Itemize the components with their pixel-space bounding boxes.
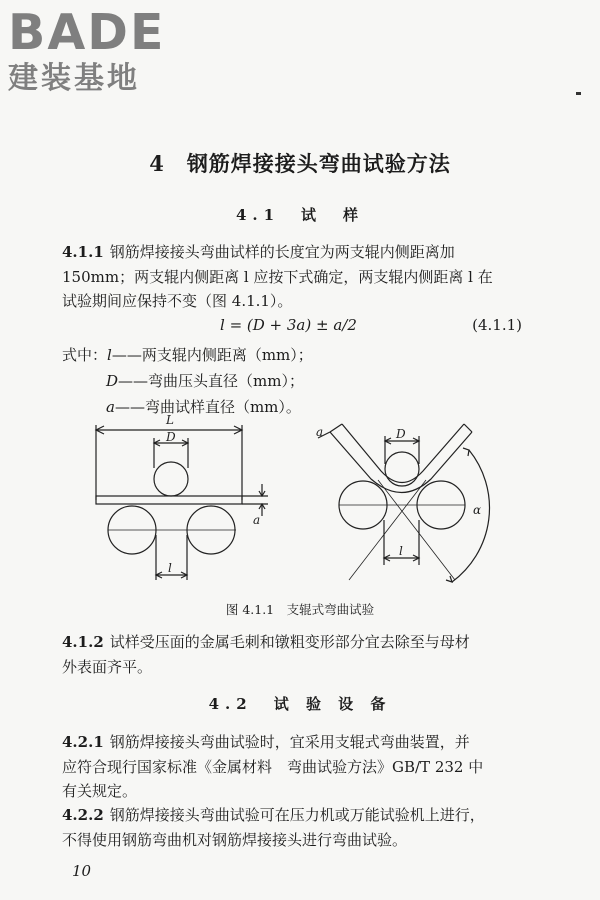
label-D-right: D [396, 427, 406, 441]
clause-number: 4.2.1 [62, 733, 104, 751]
logo-wordmark: BADE [8, 4, 166, 61]
page-number: 10 [72, 862, 92, 880]
figure-caption: 图 4.1.1 支辊式弯曲试验 [225, 602, 375, 617]
label-a-right: a [316, 425, 324, 439]
clause-4-1-2: 4.1.2 试样受压面的金属毛刺和镦粗变形部分宜去除至与母材 外表面齐平。 [62, 633, 470, 676]
clause-number: 4.1.1 [62, 243, 104, 261]
clause-number: 4.2.2 [62, 806, 104, 824]
symbol-definitions: 式中：l——两支辊内侧距离（mm）； D——弯曲压头直径（mm）； a——弯曲试样直径（mm）。 [62, 346, 313, 416]
bent-mandrel [385, 452, 419, 486]
label-alpha: α [473, 503, 482, 517]
label-D: D [166, 430, 176, 444]
label-l-right: l [399, 544, 403, 558]
logo-subtitle: 建装基地 [8, 61, 140, 96]
label-a: a [253, 513, 261, 527]
label-l: l [168, 561, 172, 575]
test-specimen [96, 496, 242, 504]
bending-mandrel [154, 462, 188, 496]
chapter-title-text: 钢筋焊接接头弯曲试验方法 [186, 151, 451, 176]
clause-4-1-1: 4.1.1 钢筋焊接接头弯曲试样的长度宜为两支辊内侧距离加 150mm；两支辊内侧距离 l 应按下式确定，两支辊内侧距离 l 在 试验期间应保持不变（图 4.1.1）。 [62, 243, 493, 310]
equation-number: (4.1.1) [472, 316, 522, 334]
equation-formula: l = (D + 3a) ± a/2 [220, 316, 357, 334]
clause-4-2-1: 4.2.1 钢筋焊接接头弯曲试验时，宜采用支辊式弯曲装置，并 应符合现行国家标准《金属材料 弯曲试验方法》GB/T 232 中 有关规定。 [62, 733, 484, 800]
section-4-2-title: 4.2 试 验 设 备 [208, 695, 392, 713]
dim-alpha-arc [452, 450, 489, 582]
section-4-1-title: 4.1 试 样 [235, 206, 365, 224]
clause-number: 4.1.2 [62, 633, 104, 651]
label-L: L [166, 413, 174, 427]
chapter-number: 4 [149, 151, 165, 176]
clause-4-2-2: 4.2.2 钢筋焊接接头弯曲试验可在压力机或万能试验机上进行， 不得使用钢筋弯曲机对钢筋焊接接头进行弯曲试验。 [62, 806, 485, 849]
